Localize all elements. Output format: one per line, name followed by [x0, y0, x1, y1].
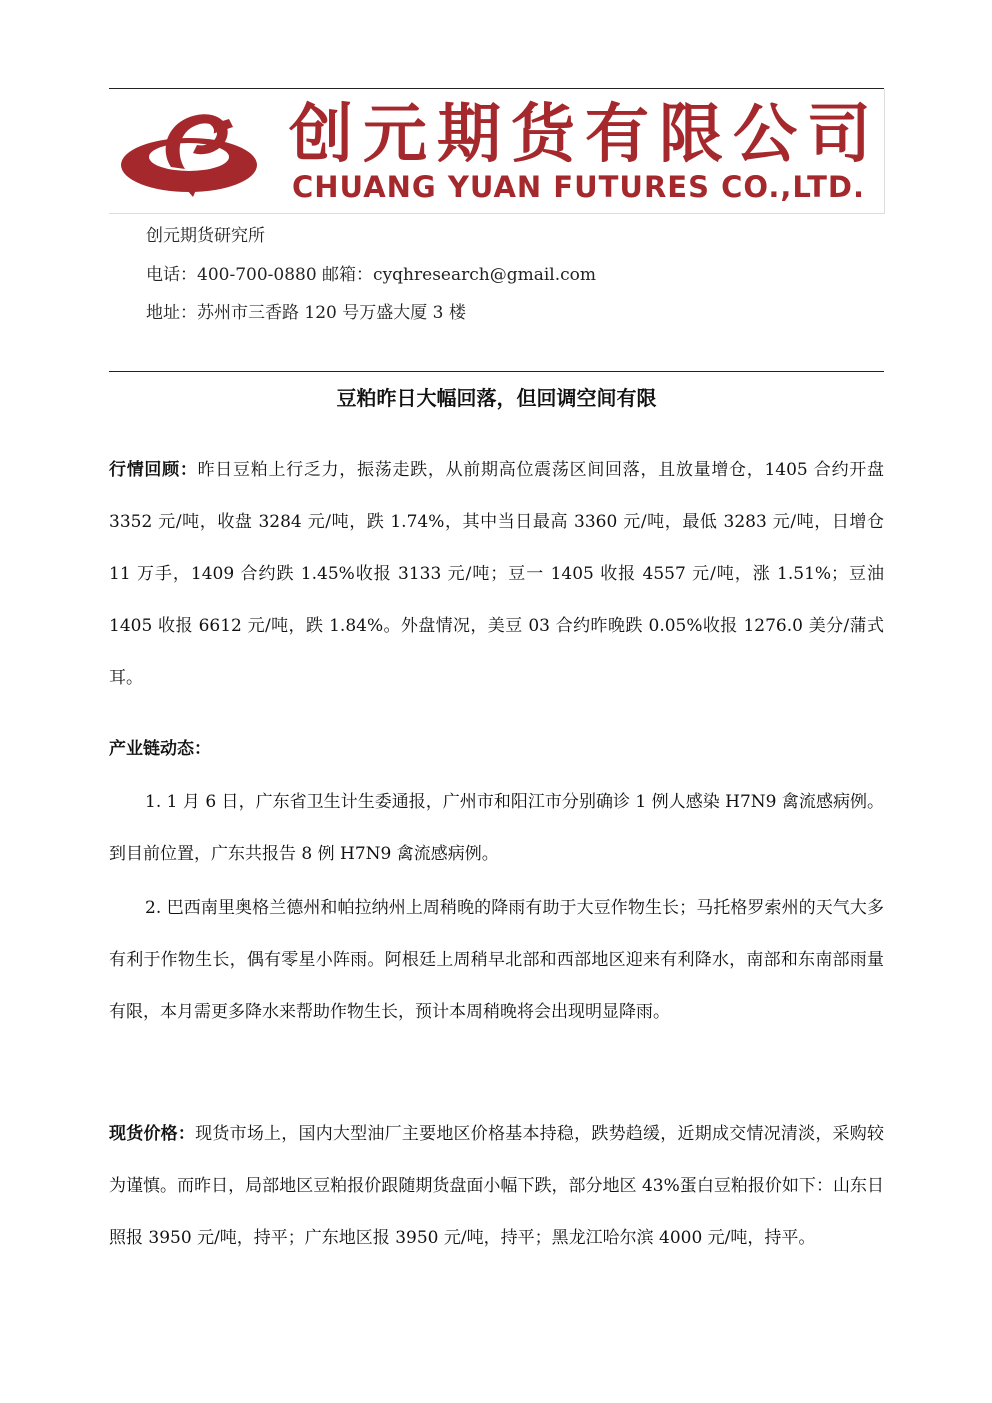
spot-price-heading: 现货价格：	[109, 1124, 196, 1144]
market-review-heading: 行情回顾：	[109, 460, 198, 480]
industry-chain-item-1: 1. 1 月 6 日，广东省卫生计生委通报，广州市和阳江市分别确诊 1 例人感染 H7N9 禽流感病例。到目前位置，广东共报告 8 例 H7N9 禽流感病例。	[109, 792, 884, 864]
industry-chain-item-2: 2. 巴西南里奥格兰德州和帕拉纳州上周稍晚的降雨有助于大豆作物生长；马托格罗索州的天气大多有利于作物生长，偶有零星小阵雨。阿根廷上周稍早北部和西部地区迎来有利降水，南部和东南部雨量有限，本月需更多降水来帮助作物生长，预计本周稍晚将会出现明显降雨。	[109, 898, 884, 1022]
contact-address: 地址：苏州市三香路 120 号万盛大厦 3 楼	[146, 303, 466, 323]
company-logo-icon	[119, 97, 269, 201]
spot-price-text: 现货市场上，国内大型油厂主要地区价格基本持稳，跌势趋缓，近期成交情况清淡，采购较为谨慎。而昨日，局部地区豆粕报价跟随期货盘面小幅下跌，部分地区 43%蛋白豆粕报价如下：山东日照报 3950 元/吨，持平；广东地区报 3950 元/吨，持平；黑龙江哈尔滨 4000 元/吨，持平。	[109, 1124, 885, 1248]
company-name-en: CHUANG YUAN FUTURES CO.,LTD.	[292, 170, 865, 204]
industry-chain-heading: 产业链动态：	[109, 739, 211, 759]
contact-phone-email: 电话：400-700-0880 邮箱：cyqhresearch@gmail.com	[146, 265, 597, 285]
market-review-text: 昨日豆粕上行乏力，振荡走跌，从前期高位震荡区间回落，且放量增仓，1405 合约开盘 3352 元/吨，收盘 3284 元/吨，跌 1.74%，其中当日最高 3360 元/吨，最低 3283 元/吨，日增仓 11 万手，1409 合约跌 1.45%收报 3133 元/吨；豆一 1405 收报 4557 元/吨，涨 1.51%；豆油 1405 收报 6612 元/吨，跌 1.84%。外盘情况，美豆 03 合约昨晚跌 0.05%收报 1276.0 美分/蒲式耳。	[109, 460, 884, 688]
institute-name: 创元期货研究所	[146, 226, 265, 246]
spot-price-paragraph	[109, 1108, 884, 1264]
company-name-cn: 创元期货有限公司	[289, 98, 881, 172]
report-title: 豆粕昨日大幅回落，但回调空间有限	[336, 386, 657, 410]
company-banner	[109, 89, 885, 214]
industry-chain-heading-paragraph	[109, 723, 884, 775]
market-review-paragraph	[109, 444, 884, 704]
title-divider	[109, 371, 884, 372]
